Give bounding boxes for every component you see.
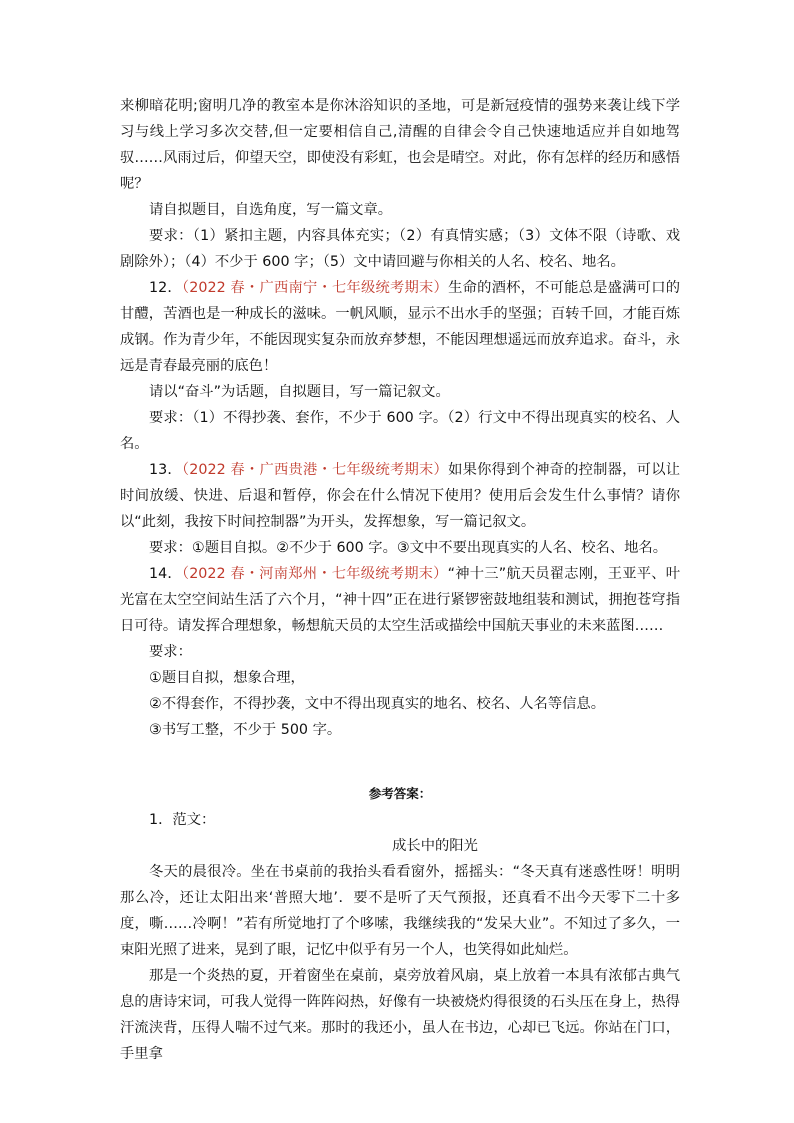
question-13-requirements: 要求：①题目自拟。②不少于 600 字。③文中不要出现真实的人名、校名、地名。 [149,540,668,556]
answers-heading: 参考答案： [368,786,432,801]
essay-paragraph-2: 那是一个炎热的夏，开着窗坐在桌前，桌旁放着风扇，桌上放着一本具有浓郁古典气息的唐诗宋词，可我人觉得一阵阵闷热，好像有一块被烧灼得很烫的石头压在身上，热得汗流浃背，压得人喘不过气来。那时的我还小，虽人在书边，心却已飞远。你站在门口，手里拿 [120,968,680,1062]
question-14-requirement-1: ①题目自拟，想象合理， [149,670,305,686]
question-source: （2022 春・广西南宁・七年级统考期末） [181,280,449,296]
requirements-paragraph: 要求：（1）紧扣主题，内容具体充实；（2）有真情实感；（3）文体不限（诗歌、戏剧除外）；（4）不少于 600 字；（5）文中请回避与你相关的人名、校名、地名。 [120,228,680,270]
question-number: 12． [149,280,182,296]
instruction-paragraph: 请自拟题目，自选角度，写一篇文章。 [149,202,393,218]
question-source: （2022 春・河南郑州・七年级统考期末） [181,566,448,582]
document-content [120,93,680,1067]
question-source: （2022 春・广西贵港・七年级统考期末） [181,462,449,478]
question-12 [120,275,680,379]
essay-title: 成长中的阳光 [392,838,478,854]
question-14 [120,561,680,639]
intro-paragraph: 来柳暗花明;窗明几净的教室本是你沐浴知识的圣地，可是新冠疫情的强势来袭让线下学习与线上学习多次交替,但一定要相信自己,清醒的自律会令自己快速地适应并自如地驾驭……风雨过后，仰望天空，即使没有彩虹，也会是晴空。对此，你有怎样的经历和感悟呢？ [120,98,680,192]
question-13 [120,457,680,535]
question-14-requirement-2: ②不得套作，不得抄袭，文中不得出现真实的地名、校名、人名等信息。 [149,696,606,712]
question-number: 13． [149,462,182,478]
question-12-requirements: 要求：（1）不得抄袭、套作，不少于 600 字。（2）行文中不得出现真实的校名、人名。 [120,410,680,452]
question-number: 14． [149,566,182,582]
question-text: 生命的酒杯，不可能总是盛满可口的甘醴，苦酒也是一种成长的滋味。一帆风顺，显示不出水手的坚强；百转千回，才能百炼成钢。作为青少年，不能因现实复杂而放弃梦想，不能因理想遥远而放弃追求。奋斗，永远是青春最亮丽的底色！ [120,280,680,374]
question-text: “神十三”航天员翟志刚，王亚平、叶光富在太空空间站生活了六个月，“神十四”正在进行紧锣密鼓地组装和测试，拥抱苍穹指日可待。请发挥合理想象，畅想航天员的太空生活或描绘中国航天事业的未来蓝图…… [120,566,681,634]
answer-item-1: 1．范文： [149,812,216,828]
section-gap [120,743,680,781]
question-14-requirement-3: ③书写工整，不少于 500 字。 [149,722,342,738]
question-14-requirements-title: 要求： [149,644,192,660]
question-12-prompt: 请以“奋斗”为话题，自拟题目，写一篇记叙文。 [149,384,450,400]
question-text: 如果你得到个神奇的控制器，可以让时间放缓、快进、后退和暂停，你会在什么情况下使用？使用后会发生什么事情？请你以“此刻，我按下时间控制器”为开头，发挥想象，写一篇记叙文。 [120,462,680,530]
essay-paragraph-1: 冬天的晨很冷。坐在书桌前的我抬头看看窗外，摇摇头：“冬天真有迷惑性呀！明明那么冷，还让太阳出来‘普照大地’．要不是听了天气预报，还真看不出今天零下二十多度，嘶……冷啊！”若有所觉地打了个哆嗦，我继续我的“发呆大业”。不知过了多久，一束阳光照了进来，晃到了眼，记忆中似乎有另一个人，也笑得如此灿烂。 [120,864,680,958]
